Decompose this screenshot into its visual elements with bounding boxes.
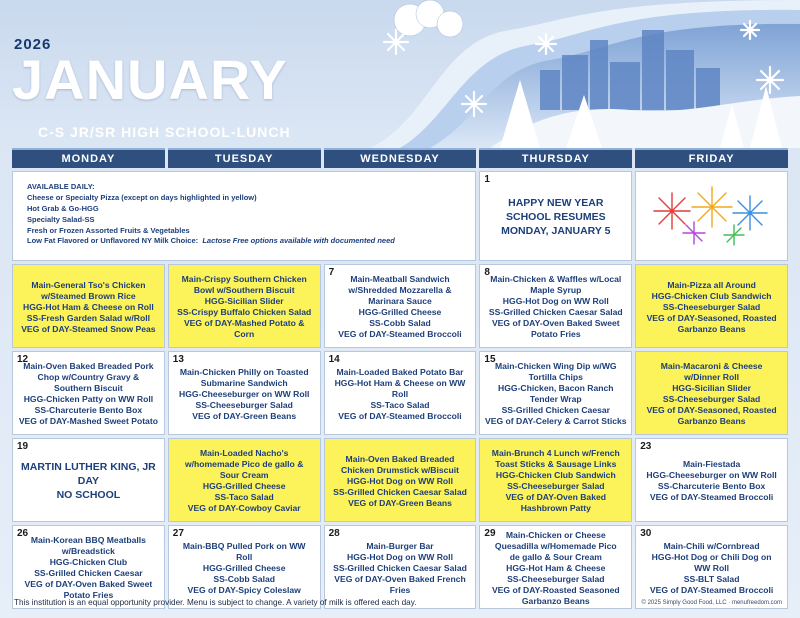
- menu-line: VEG of DAY-Mashed Sweet Potato: [18, 416, 158, 426]
- menu-line: HGG-Chicken, Bacon Ranch: [498, 383, 614, 393]
- menu-line: Main-Fiestada: [682, 459, 741, 469]
- menu-line: HGG-Chicken Club: [49, 557, 128, 567]
- menu-line: Main-Loaded Baked Potato Bar: [336, 366, 464, 377]
- calendar-month: JANUARY: [12, 48, 288, 111]
- day-cell-thursday: [479, 525, 632, 609]
- day-header-friday: FRIDAY: [635, 148, 788, 168]
- menu-line: SS-Cobb Salad: [213, 573, 275, 584]
- menu-line: SS-Cheeseburger Salad: [507, 481, 605, 491]
- menu-line: HGG-Hot Ham & Cheese on WW: [334, 377, 466, 388]
- menu-line: VEG of DAY-Steamed Snow Peas: [21, 323, 156, 334]
- day-cell-wednesday: [324, 351, 477, 435]
- cell-line: MONDAY, JANUARY 5: [501, 225, 611, 238]
- menu-line: Bowl w/Southern Biscuit: [193, 285, 295, 295]
- menu-line: Chop w/Country Gravy &: [37, 372, 140, 382]
- day-number: 12: [17, 354, 29, 365]
- menu-line: Tortilla Chips: [528, 372, 583, 382]
- menu-line: w/Breadstick: [61, 546, 115, 556]
- menu-line: VEG of DAY-Cowboy Caviar: [187, 503, 301, 513]
- menu-line: Main-Oven Baked Breaded Pork: [23, 361, 154, 371]
- menu-line: VEG of DAY-Oven Baked Sweet: [24, 579, 153, 589]
- menu-line: SS-Crispy Buffalo Chicken Salad: [177, 307, 312, 317]
- day-number: 26: [17, 528, 29, 539]
- menu-line: Maple Syrup: [530, 285, 582, 295]
- menu-line: Garbanzo Beans: [677, 323, 746, 334]
- day-cell-tuesday: [168, 438, 321, 522]
- menu-subtitle: C-S JR/SR HIGH SCHOOL-LUNCH: [38, 124, 291, 140]
- menu-line: Southern Biscuit: [54, 383, 123, 393]
- day-cell-wednesday: [324, 438, 477, 522]
- menu-line: SS-Grilled Chicken Caesar Salad: [333, 562, 467, 573]
- available-title: AVAILABLE DAILY:: [27, 182, 95, 191]
- calendar-year: 2026: [14, 36, 52, 53]
- day-cell-tuesday: [168, 525, 321, 609]
- menu-line: SS-Cheeseburger Salad: [507, 573, 605, 584]
- day-cell-monday: [12, 264, 165, 348]
- menu-line: SS-Grilled Chicken Caesar Salad: [333, 486, 467, 497]
- menu-line: HGG-Chicken Patty on WW Roll: [23, 394, 154, 404]
- footer-disclaimer: This institution is an equal opportunity provider. Menu is subject to change. A variety of milk is offered each day.: [14, 598, 417, 607]
- menu-line: SS-Cobb Salad: [369, 318, 431, 328]
- menu-line: SS-Taco Salad: [370, 399, 430, 410]
- day-header-wednesday: WEDNESDAY: [324, 148, 477, 168]
- header: [0, 0, 800, 148]
- menu-line: Main-Loaded Nacho's: [199, 448, 289, 458]
- menu-line: VEG of DAY-Green Beans: [348, 497, 452, 508]
- menu-line: Hashbrown Patty: [520, 503, 591, 513]
- menu-line: Chicken Drumstick w/Biscuit: [341, 464, 459, 475]
- menu-line: HGG-Sicilian Slider: [204, 296, 284, 306]
- menu-line: HGG-Chicken Club Sandwich: [495, 470, 616, 480]
- available-line: Specialty Salad-SS: [27, 214, 95, 224]
- menu-line: w/Dinner Roll: [684, 372, 740, 382]
- fireworks-cell: [635, 171, 788, 261]
- menu-line: MARTIN LUTHER KING, JR: [21, 460, 156, 473]
- menu-line: SS-Taco Salad: [214, 492, 274, 502]
- menu-line: VEG of DAY-Mashed Potato &: [183, 318, 305, 328]
- day-cell-thursday: [479, 264, 632, 348]
- menu-line: HGG-Cheeseburger on WW Roll: [179, 388, 310, 399]
- day-cell-tuesday: [168, 264, 321, 348]
- day-number: 7: [328, 267, 335, 278]
- menu-line: Roll: [391, 388, 409, 399]
- menu-line: Main-Chicken Philly on Toasted: [179, 366, 309, 377]
- menu-line: VEG of DAY-Spicy Coleslaw: [187, 584, 301, 595]
- day-cell-tuesday: [168, 351, 321, 435]
- menu-line: VEG of DAY-Oven Baked: [505, 492, 607, 502]
- menu-line: Garbanzo Beans: [677, 416, 746, 426]
- menu-line: VEG of DAY-Seasoned, Roasted: [646, 312, 777, 323]
- menu-line: Main-Chicken & Waffles w/Local: [490, 274, 622, 284]
- menu-line: VEG of DAY-Green Beans: [192, 410, 297, 421]
- day-number: 27: [172, 528, 184, 539]
- menu-line: SS-Grilled Chicken Caesar: [34, 568, 143, 578]
- day-header-thursday: THURSDAY: [479, 148, 632, 168]
- day-cell-monday: [12, 351, 165, 435]
- menu-line: SS-Cheeseburger Salad: [195, 399, 293, 410]
- menu-line: Main-Macaroni & Cheese: [660, 361, 763, 371]
- milk-label: Low Fat Flavored or Unflavored NY Milk Choice:: [27, 236, 199, 246]
- menu-line: Main-Oven Baked Breaded: [345, 453, 455, 464]
- menu-line: Main-Meatball Sandwich: [350, 274, 450, 284]
- day-cell-friday: [635, 264, 788, 348]
- menu-line: SS-Cheeseburger Salad: [662, 394, 761, 404]
- day-number: 30: [640, 528, 652, 539]
- day-header-tuesday: TUESDAY: [168, 148, 321, 168]
- menu-line: VEG of DAY-Celery & Carrot Sticks: [485, 416, 627, 426]
- day-cell-wednesday: [324, 525, 477, 609]
- available-line: Cheese or Specialty Pizza (except on days highlighted in yellow): [27, 192, 257, 202]
- day-cell-thursday: [479, 438, 632, 522]
- menu-line: de gallo & Sour Cream: [509, 551, 602, 562]
- menu-line: Main-Crispy Southern Chicken: [181, 274, 307, 284]
- menu-line: HGG-Hot Ham & Cheese on Roll: [22, 301, 154, 312]
- day-number: 1: [484, 174, 490, 185]
- menu-line: VEG of DAY-Seasoned, Roasted: [646, 405, 777, 415]
- menu-line: Submarine Sandwich: [200, 377, 288, 388]
- menu-line: Toast Sticks & Sausage Links: [495, 459, 617, 469]
- menu-line: DAY: [77, 474, 99, 487]
- menu-line: Roll: [236, 551, 253, 562]
- menu-line: Main-Chili w/Cornbread: [663, 540, 760, 551]
- menu-line: HGG-Sicilian Slider: [672, 383, 751, 393]
- menu-line: SS-Charcuterie Bento Box: [34, 405, 143, 415]
- menu-line: Main-Burger Bar: [366, 540, 434, 551]
- menu-line: HGG-Grilled Cheese: [202, 562, 286, 573]
- day-header-monday: MONDAY: [12, 148, 165, 168]
- menu-line: HGG-Grilled Cheese: [358, 307, 442, 317]
- menu-line: Main-Chicken Wing Dip w/WG: [494, 361, 617, 371]
- cell-line: SCHOOL RESUMES: [506, 210, 606, 223]
- day-number: 8: [484, 267, 490, 278]
- menu-line: w/Shredded Mozzarella &: [348, 285, 452, 295]
- fireworks-icon: [642, 181, 782, 251]
- menu-line: Main-Chicken or Cheese: [505, 529, 606, 540]
- menu-line: HGG-Hot Dog on WW Roll: [502, 296, 609, 306]
- menu-line: HGG-Hot Dog on WW Roll: [347, 475, 453, 486]
- menu-line: Quesadilla w/Homemade Pico: [494, 540, 617, 551]
- menu-line: VEG of DAY-Roasted Seasoned: [491, 584, 620, 595]
- menu-line: w/Steamed Brown Rice: [41, 290, 136, 301]
- day-cell-friday: [635, 351, 788, 435]
- day-cell-thursday: [479, 351, 632, 435]
- menu-line: VEG of DAY-Steamed Broccoli: [649, 584, 774, 595]
- available-daily-box: [12, 171, 476, 261]
- day-number: 19: [17, 441, 29, 452]
- menu-line: SS-BLT Salad: [683, 573, 740, 584]
- day-cell-friday: [635, 438, 788, 522]
- milk-note: Lactose Free options available with documented need: [202, 236, 395, 246]
- menu-line: Marinara Sauce: [368, 296, 432, 306]
- menu-line: HGG-Hot Dog on WW Roll: [347, 551, 453, 562]
- cell-line: HAPPY NEW YEAR: [508, 196, 604, 209]
- menu-line: NO SCHOOL: [56, 489, 121, 502]
- menu-line: SS-Fresh Garden Salad w/Roll: [26, 312, 150, 323]
- available-line: Hot Grab & Go-HGG: [27, 203, 99, 213]
- menu-line: SS-Cheeseburger Salad: [662, 301, 761, 312]
- footer-copyright: © 2025 Simply Good Food, LLC · menufreedom.com: [641, 600, 782, 606]
- milk-line: [27, 236, 461, 247]
- day-cell-friday: [635, 525, 788, 609]
- menu-line: Tender Wrap: [529, 394, 582, 404]
- winter-village-illustration: [370, 0, 800, 148]
- menu-line: Garbanzo Beans: [521, 595, 590, 606]
- menu-line: VEG of DAY-Steamed Broccoli: [649, 492, 774, 502]
- menu-line: Potato Fries: [530, 329, 581, 339]
- day-cell-wednesday: [324, 264, 477, 348]
- menu-line: SS-Grilled Chicken Caesar: [501, 405, 610, 415]
- menu-line: SS-Grilled Chicken Caesar Salad: [488, 307, 623, 317]
- menu-line: VEG of DAY-Steamed Broccoli: [338, 410, 462, 421]
- menu-line: VEG of DAY-Oven Baked French: [334, 573, 466, 584]
- day-number: 15: [484, 354, 496, 365]
- menu-line: Fries: [389, 584, 411, 595]
- menu-line: Sour Cream: [219, 470, 269, 480]
- menu-line: Main-Korean BBQ Meatballs: [30, 535, 146, 545]
- day-number: 28: [328, 528, 340, 539]
- available-line: Fresh or Frozen Assorted Fruits & Vegetables: [27, 225, 190, 235]
- menu-line: HGG-Grilled Cheese: [202, 481, 286, 491]
- menu-line: VEG of DAY-Oven Baked Sweet: [491, 318, 620, 328]
- menu-line: Corn: [234, 329, 255, 339]
- menu-line: WW Roll: [694, 562, 730, 573]
- day-cell-monday: [12, 525, 165, 609]
- day-cell-monday: [12, 438, 165, 522]
- menu-line: VEG of DAY-Steamed Broccoli: [338, 329, 462, 339]
- menu-line: w/homemade Pico de gallo &: [184, 459, 304, 469]
- day-number: 13: [172, 354, 184, 365]
- menu-line: Main-Pizza all Around: [667, 279, 756, 290]
- day-number: 14: [328, 354, 340, 365]
- day-cell-jan-1: [479, 171, 632, 261]
- menu-line: HGG-Cheeseburger on WW Roll: [646, 470, 777, 480]
- menu-line: Main-BBQ Pulled Pork on WW: [182, 540, 306, 551]
- day-number: 23: [640, 441, 652, 452]
- menu-line: HGG-Hot Dog or Chili Dog on: [651, 551, 772, 562]
- menu-line: Main-Brunch 4 Lunch w/French: [491, 448, 620, 458]
- menu-line: HGG-Hot Ham & Cheese: [506, 562, 606, 573]
- menu-line: Potato Fries: [63, 590, 114, 600]
- menu-line: Main-General Tso's Chicken: [31, 279, 146, 290]
- menu-line: HGG-Chicken Club Sandwich: [651, 290, 772, 301]
- menu-line: SS-Charcuterie Bento Box: [657, 481, 766, 491]
- day-number: 29: [484, 528, 496, 539]
